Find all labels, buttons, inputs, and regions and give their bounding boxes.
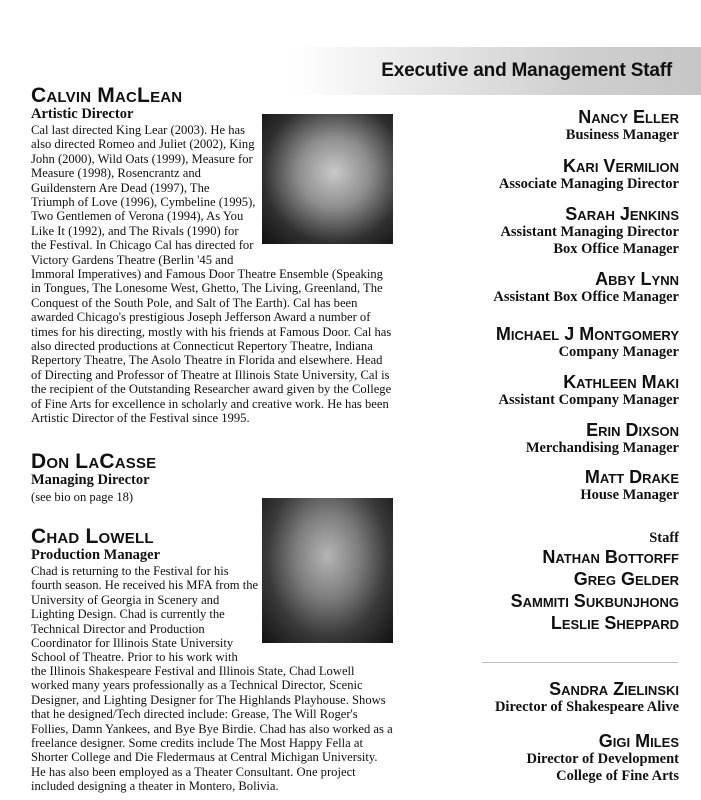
chad-title: Production Manager (31, 547, 161, 563)
staff-entry (493, 269, 679, 306)
staff-entry (527, 731, 679, 785)
staff-role: Box Office Manager (553, 241, 679, 257)
staff-name: Sarah Jenkins (565, 204, 679, 224)
staff-name: Matt Drake (584, 467, 679, 487)
crew-name: Greg Gelder (573, 569, 679, 589)
staff-entry (496, 324, 679, 361)
staff-entry (499, 372, 679, 409)
staff-entry (499, 156, 679, 193)
crew-name: Nathan Bottorff (542, 547, 679, 567)
staff-role: Associate Managing Director (498, 176, 679, 192)
staff-role: Company Manager (558, 344, 679, 360)
staff-name: Nancy Eller (578, 107, 679, 127)
staff-entry (526, 420, 679, 457)
staff-role: Assistant Managing Director (500, 224, 679, 240)
staff-name: Sandra Zielinski (549, 679, 679, 699)
staff-name: Gigi Miles (598, 731, 679, 751)
staff-name: Kathleen Maki (563, 372, 679, 392)
don-title: Managing Director (31, 472, 150, 488)
staff-role: Assistant Box Office Manager (493, 289, 679, 305)
staff-name: Michael J Montgomery (495, 324, 679, 344)
staff-role: Director of Development (526, 751, 679, 767)
staff-role: Assistant Company Manager (498, 392, 679, 408)
calvin-photo (262, 114, 393, 244)
chad-name: Chad Lowell (31, 525, 154, 548)
staff-role: House Manager (580, 487, 679, 503)
calvin-bio-part-1: Cal last directed King Lear (2003). He has also directed Romeo and Juliet (2002), King John (2000), Wild Oats (1999), Measure for Measure (1998), Rosencrantz and Guildenstern Are Dead (1997), The Triumph of Love (1996), Cymbeline (1995), Two Gentlemen of Verona (1994), As You Like It (1992), and The Rivals (1990) for the Festival. In Chicago Cal has directed for Victory Gardens Theatre (Berlin '45 and (31, 123, 256, 267)
staff-role: Business Manager (565, 127, 679, 143)
section-divider (482, 662, 678, 663)
crew-name: Leslie Sheppard (550, 613, 679, 633)
staff-name: Erin Dixson (586, 420, 679, 440)
staff-role: College of Fine Arts (556, 768, 679, 784)
calvin-bio-part-2: Immoral Imperatives) and Famous Door Theatre Ensemble (Speaking in Tongues, The Lonesome West, Ghetto, The Living, Greenland, The Conquest of the South Pole, and Salt of The Earth). Cal has been awarded Chicago's prestigious Joseph Jefferson Award a number of times for his directing, mostly with his friends at Famous Door. Cal has also directed productions at Connecticut Repertory Theatre, Indiana Repertory Theatre, The Asolo Theatre in Florida and elsewhere. Head of Directing and Professor of Theatre at Illinois State University, Cal is the recipient of the Outstanding Researcher award given by the College of Fine Arts for excellence in scholarly and creative work. He has been Artistic Director of the Festival since 1995. (31, 267, 392, 426)
calvin-name: Calvin MacLean (31, 84, 183, 107)
chad-photo (262, 498, 393, 643)
don-bio-note: (see bio on page 18) (31, 490, 134, 504)
staff-entry (566, 107, 679, 144)
calvin-title: Artistic Director (31, 106, 134, 122)
section-header: Executive and Management Staff (381, 60, 672, 81)
staff-role: Merchandising Manager (525, 440, 679, 456)
staff-label: Staff (649, 530, 679, 546)
staff-entry (495, 679, 679, 716)
chad-bio-part-2: the Illinois Shakespeare Festival and Illinois State, Chad Lowell worked many years professionally as a Technical Director, Scenic Designer, and Lighting Designer for The Highlands Playhouse. Shows that he designed/Tech directed include: Grease, The Will Roger's Follies, Damn Yankees, and Bye Bye Birdie. Chad has also worked as a freelance designer. Some credits include The Most Happy Fella at Shorter College and Die Fledermaus at Central Michigan University. He has also been employed as a Theater Consultant. One project included designing a theater in Montero, Bolivia. (31, 664, 393, 794)
staff-entry (580, 467, 679, 504)
staff-role: Director of Shakespeare Alive (494, 699, 679, 715)
crew-name: Sammiti Sukbunjhong (510, 591, 679, 611)
don-name: Don LaCasse (31, 450, 157, 473)
chad-bio-part-1: Chad is returning to the Festival for his fourth season. He received his MFA from the University of Georgia in Scenery and Lighting Design. Chad is currently the Technical Director and Production Coordinator for Illinois State University School of Theatre. Prior to his work with (31, 564, 259, 665)
staff-name: Kari Vermilion (563, 156, 679, 176)
staff-name: Abby Lynn (595, 269, 679, 289)
staff-entry (500, 204, 679, 258)
